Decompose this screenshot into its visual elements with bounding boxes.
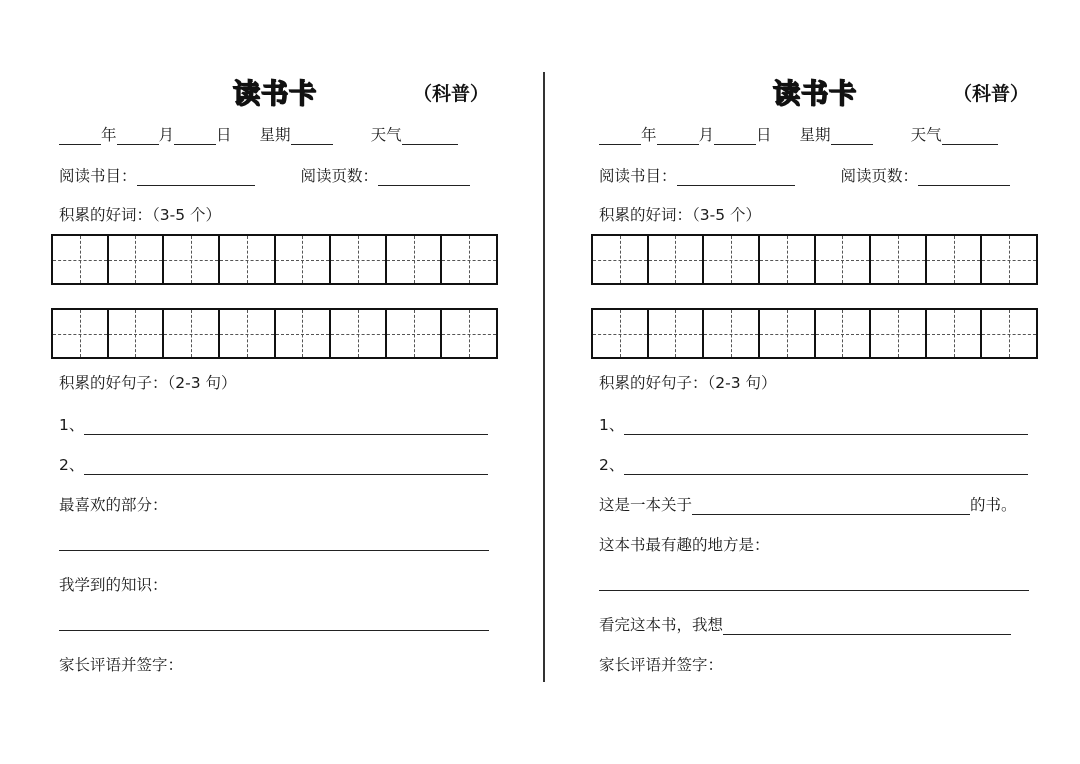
- year-field[interactable]: [599, 128, 641, 145]
- year-label: 年: [101, 126, 117, 144]
- sentence-1-row: [59, 413, 488, 435]
- weather-field[interactable]: [942, 128, 998, 145]
- book-about-suffix: 的书。: [970, 496, 1017, 514]
- sentence-1-label: 1、: [599, 416, 625, 434]
- weekday-field[interactable]: [291, 128, 333, 145]
- day-field[interactable]: [174, 128, 216, 145]
- parent-comment-label: 家长评语并签字：: [599, 656, 724, 674]
- sentence-2-label: 2、: [59, 456, 85, 474]
- book-about-row: [599, 493, 1017, 515]
- most-interesting-field[interactable]: [599, 590, 1029, 591]
- book-info-row: [599, 164, 1010, 186]
- book-title-field[interactable]: [137, 169, 255, 186]
- card-category: （科普）: [413, 83, 490, 105]
- book-title-label: 阅读书目：: [59, 167, 137, 185]
- sentences-label: 积累的好句子：（2-3 句）: [599, 374, 777, 392]
- weekday-field[interactable]: [831, 128, 873, 145]
- month-label: 月: [698, 126, 715, 144]
- reading-card-left: [55, 0, 515, 764]
- book-title-label: 阅读书目：: [599, 167, 677, 185]
- knowledge-label: 我学到的知识：: [59, 576, 168, 594]
- center-divider: [543, 72, 545, 682]
- weather-label: 天气: [910, 126, 942, 144]
- sentence-1-row: [599, 413, 1028, 435]
- year-label: 年: [641, 126, 657, 144]
- word-grid-1[interactable]: [51, 234, 498, 285]
- weekday-label: 星期: [799, 126, 831, 144]
- words-label: 积累的好词：（3-5 个）: [59, 206, 221, 224]
- reading-card-right: [595, 0, 1055, 764]
- sentence-2-label: 2、: [599, 456, 625, 474]
- month-field[interactable]: [657, 128, 699, 145]
- card-title: 读书卡: [773, 79, 857, 110]
- day-label: 日: [216, 126, 232, 144]
- pages-field[interactable]: [378, 169, 470, 186]
- sentence-1-label: 1、: [59, 416, 85, 434]
- most-interesting-label: 这本书最有趣的地方是：: [599, 536, 770, 554]
- favorite-part-label: 最喜欢的部分：: [59, 496, 168, 514]
- year-field[interactable]: [59, 128, 101, 145]
- card-title: 读书卡: [233, 79, 317, 110]
- parent-comment-label: 家长评语并签字：: [59, 656, 184, 674]
- thoughts-field[interactable]: [723, 618, 1011, 635]
- knowledge-field[interactable]: [59, 630, 489, 631]
- day-field[interactable]: [714, 128, 756, 145]
- sentence-2-row: [59, 453, 488, 475]
- day-label: 日: [756, 126, 772, 144]
- card-category: （科普）: [953, 83, 1030, 105]
- date-row: [59, 123, 458, 145]
- pages-label: 阅读页数：: [300, 167, 379, 185]
- month-field[interactable]: [117, 128, 159, 145]
- word-grid-1[interactable]: [591, 234, 1038, 285]
- book-about-prefix: 这是一本关于: [599, 496, 693, 514]
- favorite-part-field[interactable]: [59, 550, 489, 551]
- weekday-label: 星期: [259, 126, 291, 144]
- weather-label: 天气: [370, 126, 402, 144]
- book-about-field[interactable]: [692, 498, 970, 515]
- sentence-2-row: [599, 453, 1028, 475]
- book-title-field[interactable]: [677, 169, 795, 186]
- sentences-label: 积累的好句子：（2-3 句）: [59, 374, 237, 392]
- sentence-1-field[interactable]: [624, 418, 1028, 435]
- date-row: [599, 123, 998, 145]
- word-grid-2[interactable]: [51, 308, 498, 359]
- weather-field[interactable]: [402, 128, 458, 145]
- word-grid-2[interactable]: [591, 308, 1038, 359]
- pages-label: 阅读页数：: [840, 167, 919, 185]
- pages-field[interactable]: [918, 169, 1010, 186]
- month-label: 月: [158, 126, 175, 144]
- sentence-2-field[interactable]: [624, 458, 1028, 475]
- thoughts-label: 看完这本书，我想: [599, 616, 724, 634]
- words-label: 积累的好词：（3-5 个）: [599, 206, 761, 224]
- sentence-1-field[interactable]: [84, 418, 488, 435]
- book-info-row: [59, 164, 470, 186]
- sentence-2-field[interactable]: [84, 458, 488, 475]
- thoughts-row: [599, 613, 1011, 635]
